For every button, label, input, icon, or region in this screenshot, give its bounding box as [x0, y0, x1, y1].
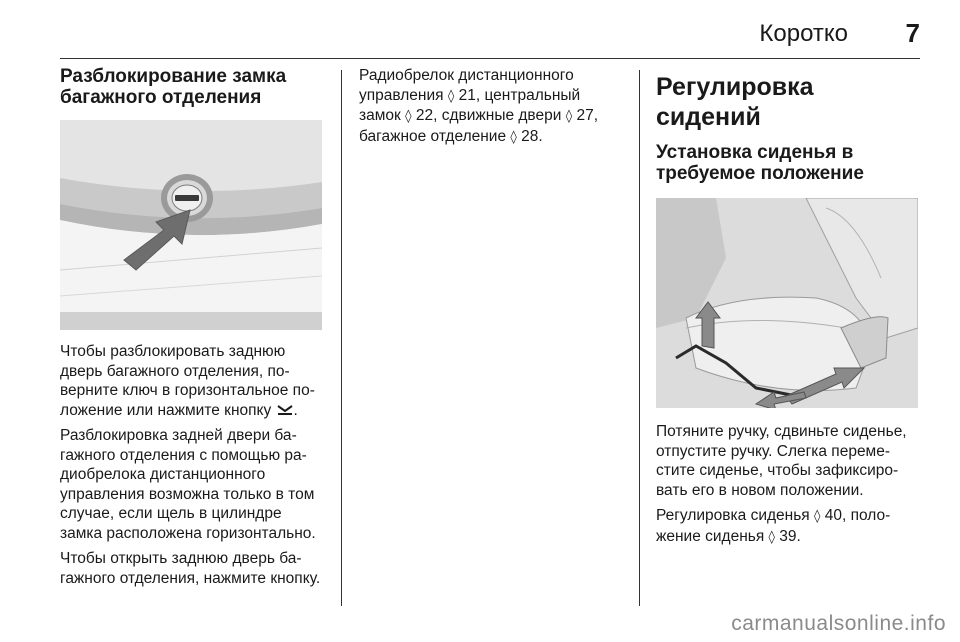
xref-icon: ◊ — [447, 88, 455, 104]
page-number: 7 — [905, 18, 920, 48]
page-header — [60, 0, 920, 62]
xref-icon: ◊ — [510, 129, 517, 145]
ref-text-trunk: , багажное отделение — [359, 107, 599, 145]
paragraph-remote-unlock: Разблокировка задней двери багажного отделения с помощью радиобрелока дистанционного управления возможна только в том случае, если щель в цилиндре замка расположена горизонтально. — [60, 427, 316, 542]
paragraph-open-tailgate: Чтобы открыть заднюю дверь багажного отделения, нажмите кнопку. — [60, 550, 321, 587]
column-references — [359, 66, 621, 147]
xref-icon: ◊ — [405, 109, 412, 124]
page-ref-27[interactable]: 27 — [576, 107, 594, 124]
ref-text-central-lock: , центральный замок — [359, 86, 581, 124]
ref-text-sliding-doors: , сдвижные двери — [433, 107, 566, 124]
watermark-text: carmanualsonline.info — [731, 612, 946, 635]
page-ref-22[interactable]: 22 — [415, 107, 434, 124]
xref-icon: ◊ — [565, 109, 573, 124]
ref-text-remote: Радиобрелок дистанционного управления — [359, 67, 574, 104]
page-ref-21[interactable]: 21 — [458, 86, 476, 104]
page-header-title: Коротко — [759, 20, 848, 47]
section-heading-trunk-unlock: Разблокирование замка багажного отделения — [60, 66, 287, 108]
unlock-text: Чтобы разблокировать заднюю дверь багажного отделения, поверните ключ в горизонтальное положение или нажмите кнопку — [60, 343, 315, 419]
ref-text-end-3: . — [796, 527, 801, 545]
column-seat-adjustment — [656, 66, 922, 547]
column-trunk-unlock — [60, 66, 326, 588]
paragraph-unlock-instructions — [60, 342, 326, 420]
paragraph-seat-instructions: Потяните ручку, сдвиньте сиденье, отпустите ручку. Слегка переместите сиденье, чтобы зафиксировать его в новом положении. — [656, 423, 907, 499]
xref-icon: ◊ — [813, 509, 821, 524]
ref-text-seat-position: , положение сиденья — [656, 507, 891, 545]
tailgate-icon — [276, 403, 294, 417]
header-divider — [60, 58, 920, 59]
page-ref-39[interactable]: 39 — [779, 527, 797, 545]
paragraph-references — [359, 66, 621, 147]
subsection-heading-seat-position: Установка сиденья в требуемое положение — [656, 142, 864, 184]
column-divider-1 — [341, 70, 342, 606]
paragraph-seat-references — [656, 506, 922, 547]
xref-icon: ◊ — [768, 529, 775, 545]
section-title-seat-adjustment: Регулировка сидений — [656, 73, 814, 131]
column-divider-2 — [639, 70, 640, 606]
trunk-lock-illustration — [60, 120, 322, 330]
page-ref-40[interactable]: 40 — [824, 507, 842, 524]
ref-text-seat-adjust: Регулировка сиденья — [656, 507, 814, 524]
seat-adjustment-illustration — [656, 198, 918, 408]
page-ref-28[interactable]: 28 — [521, 127, 539, 145]
ref-text-end: . — [538, 127, 543, 145]
unlock-text-end: . — [293, 401, 298, 419]
